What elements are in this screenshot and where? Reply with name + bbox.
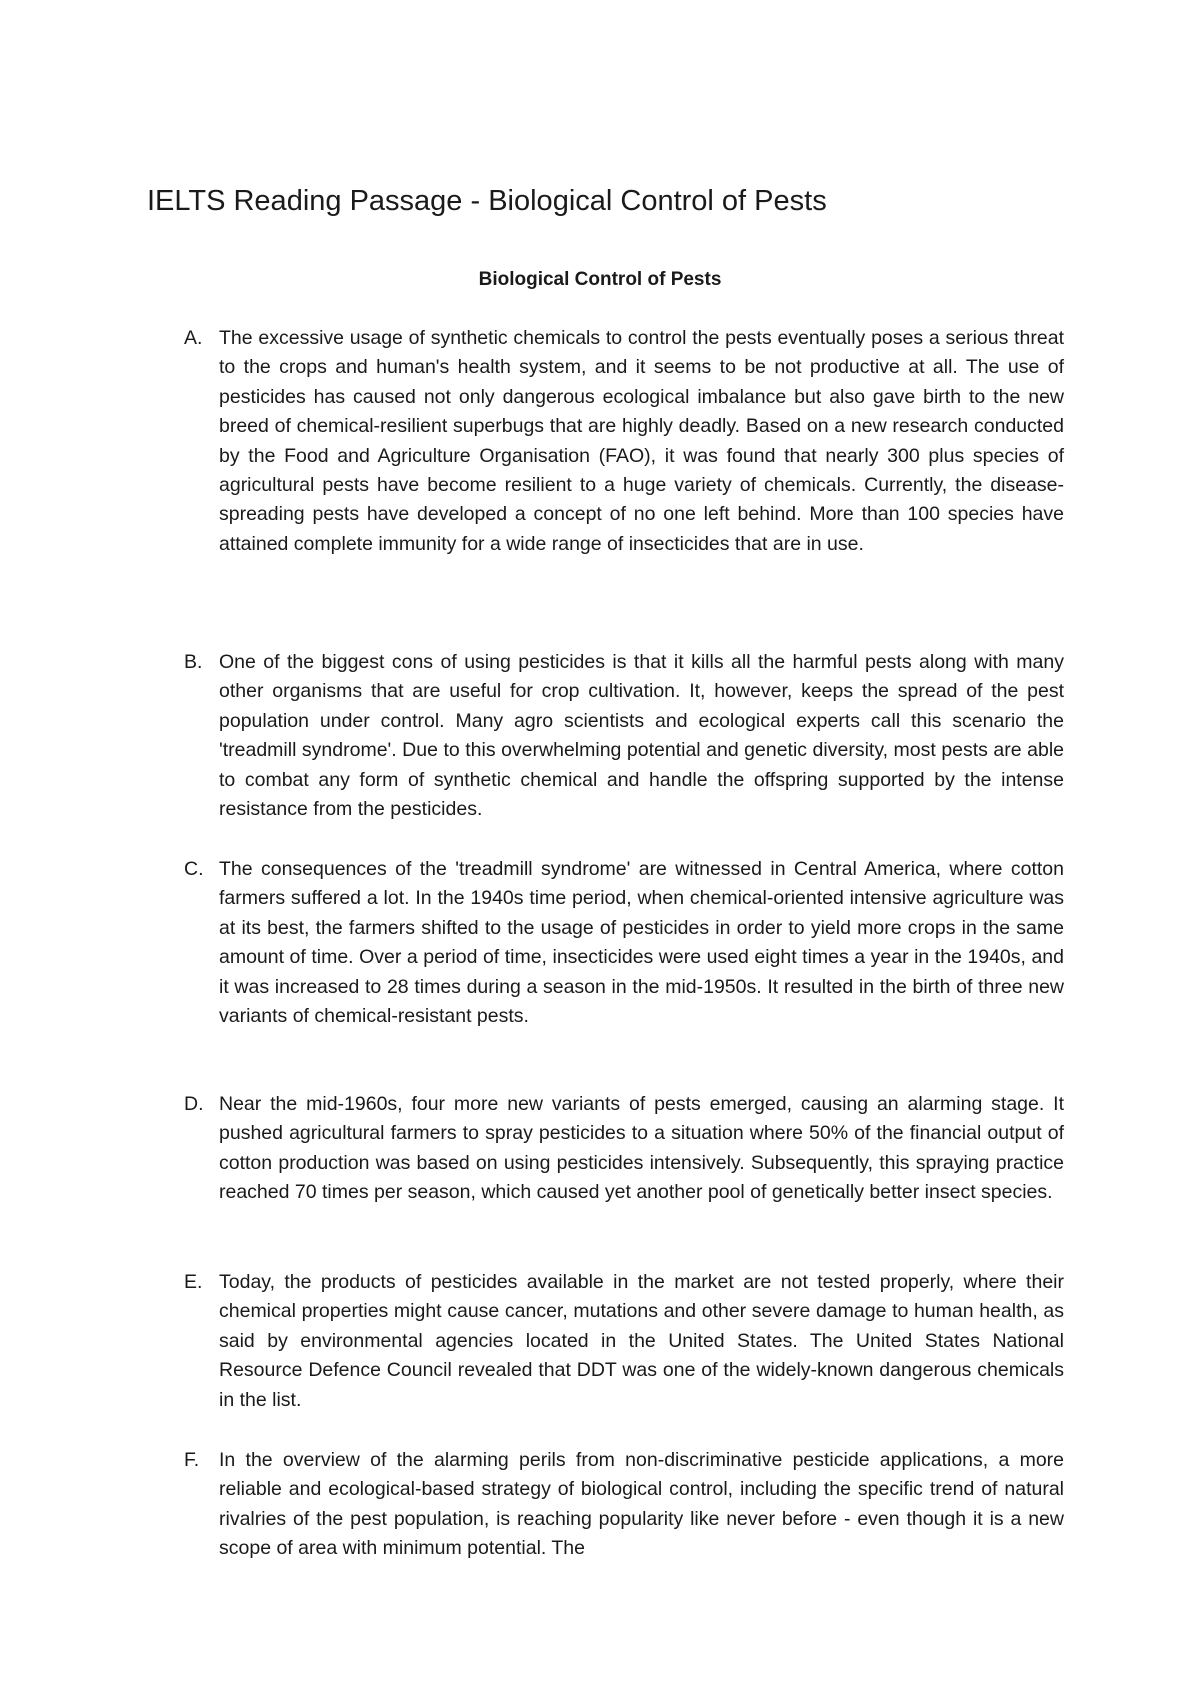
paragraph-text: In the overview of the alarming perils from non-discriminative pesticide applications, a more reliable and ecological-based strategy of biological control, including the specific trend of natural rivalries of the pest population, is reaching popularity like never before - even though it is a new scope of area with minimum potential. The bbox=[219, 1449, 1064, 1560]
paragraph-text: The excessive usage of synthetic chemicals to control the pests eventually poses a serious threat to the crops and human's health system, and it seems to be not productive at all. The use of pesticides has caused not only dangerous ecological imbalance but also gave birth to the new breed of chemical-resilient superbugs that are highly deadly. Based on a new research conducted by the Food and Agriculture Organisation (FAO), it was found that nearly 300 plus species of agricultural pests have become resilient to a huge variety of chemicals. Currently, the disease-spreading pests have developed a concept of no one left behind. More than 100 species have attained complete immunity for a wide range of insecticides that are in use. bbox=[219, 327, 1064, 555]
paragraph-letter: D. bbox=[184, 1093, 204, 1115]
paragraph-a bbox=[184, 324, 1064, 559]
paragraph-e bbox=[184, 1268, 1064, 1415]
passage-subtitle: Biological Control of Pests bbox=[478, 269, 722, 290]
paragraph-letter: F. bbox=[184, 1449, 200, 1471]
paragraph-c bbox=[184, 855, 1064, 1031]
paragraph-f bbox=[184, 1446, 1064, 1564]
paragraph-letter: E. bbox=[184, 1271, 203, 1293]
paragraph-text: Near the mid-1960s, four more new variants of pests emerged, causing an alarming stage. It pushed agricultural farmers to spray pesticides to a situation where 50% of the financial output of cotton production was based on using pesticides intensively. Subsequently, this spraying practice reached 70 times per season, which caused yet another pool of genetically better insect species. bbox=[219, 1093, 1064, 1204]
paragraph-text: Today, the products of pesticides available in the market are not tested properly, where their chemical properties might cause cancer, mutations and other severe damage to human health, as said by environmental agencies located in the United States. The United States National Resource Defence Council revealed that DDT was one of the widely-known dangerous chemicals in the list. bbox=[219, 1271, 1064, 1411]
paragraph-b bbox=[184, 648, 1064, 824]
paragraph-letter: A. bbox=[184, 327, 203, 349]
paragraph-letter: B. bbox=[184, 651, 203, 673]
paragraph-text: One of the biggest cons of using pesticides is that it kills all the harmful pests along with many other organisms that are useful for crop cultivation. It, however, keeps the spread of the pest population under control. Many agro scientists and ecological experts call this scenario the 'treadmill syndrome'. Due to this overwhelming potential and genetic diversity, most pests are able to combat any form of synthetic chemical and handle the offspring supported by the intense resistance from the pesticides. bbox=[219, 651, 1064, 821]
paragraph-text: The consequences of the 'treadmill syndrome' are witnessed in Central America, where cotton farmers suffered a lot. In the 1940s time period, when chemical-oriented intensive agriculture was at its best, the farmers shifted to the usage of pesticides in order to yield more crops in the same amount of time. Over a period of time, insecticides were used eight times a year in the 1940s, and it was increased to 28 times during a season in the mid-1950s. It resulted in the birth of three new variants of chemical-resistant pests. bbox=[219, 858, 1064, 1028]
paragraph-letter: C. bbox=[184, 858, 204, 880]
document-title: IELTS Reading Passage - Biological Control of Pests bbox=[147, 185, 827, 217]
paragraph-d bbox=[184, 1090, 1064, 1208]
